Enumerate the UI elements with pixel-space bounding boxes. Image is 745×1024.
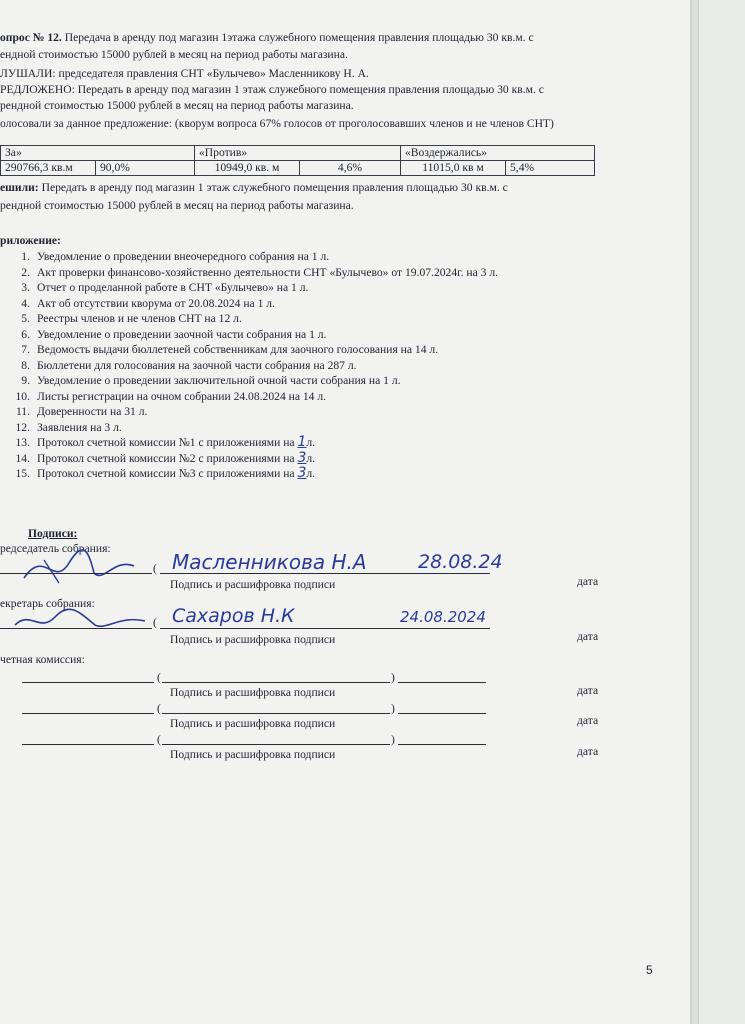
counting-3-close-paren: )	[391, 733, 395, 746]
annex-item	[0, 265, 498, 281]
annex-item-text: Доверенности на 31 л.	[37, 405, 148, 418]
annex-item-tail: л.	[306, 436, 316, 449]
chair-date-handwritten: 28.08.24	[418, 551, 503, 573]
decision-text-1: Передать в аренду под магазин 1 этаж служебного помещения правления площадью 30 кв.м. с	[41, 181, 508, 194]
counting-2-close-paren: )	[391, 702, 395, 715]
question-text-2: ендной стоимостью 15000 рублей в месяц на период работы магазина.	[0, 48, 348, 61]
annex-item-text: Протокол счетной комиссии №2 с приложениями на	[37, 451, 295, 465]
annex-item-number: 6.	[21, 327, 30, 341]
counting-2-sign-line	[22, 713, 154, 714]
header-abstain: «Воздержались»	[401, 146, 595, 161]
counting-1-date-line	[398, 682, 486, 683]
proposed-line-1: РЕДЛОЖЕНО: Передать в аренду под магазин 1 этаж служебного помещения правления площадью 30 кв.м. с	[0, 83, 544, 96]
secretary-signature-scribble	[10, 605, 150, 635]
annex-item-number: 8.	[21, 358, 30, 372]
counting-3-name-line	[162, 744, 390, 745]
annex-item-tail: л.	[306, 451, 316, 465]
vote-table-values	[1, 161, 595, 176]
annex-item-text: Бюллетени для голосования на заочной части собрания на 287 л.	[37, 358, 357, 372]
secretary-sign-line	[0, 628, 152, 629]
secretary-label: екретарь собрания:	[0, 597, 95, 610]
counting-1-sign-line	[22, 682, 154, 683]
annex-item	[0, 435, 498, 451]
vote-table	[0, 145, 595, 176]
counting-3-caption: Подпись и расшифровка подписи	[170, 748, 336, 761]
decision-text-2: рендной стоимостью 15000 рублей в месяц на период работы магазина.	[0, 199, 354, 212]
chair-open-paren: (	[153, 562, 157, 575]
annex-item	[0, 280, 498, 296]
heard-line: ЛУШАЛИ: председателя правления СНТ «Булычево» Масленникову Н. А.	[0, 67, 369, 80]
decision-line-1	[0, 180, 508, 196]
chair-sign-line	[0, 573, 152, 574]
chair-caption: Подпись и расшифровка подписи	[170, 578, 336, 591]
secretary-caption: Подпись и расшифровка подписи	[170, 633, 336, 646]
question-title: опрос № 12.	[0, 31, 62, 44]
counting-2-date-line	[398, 713, 486, 714]
counting-1-close-paren: )	[391, 671, 395, 684]
annex-item-number: 1.	[21, 250, 30, 263]
counting-1-open-paren: (	[157, 671, 161, 684]
annex-item-number: 15.	[15, 467, 30, 480]
annex-item-text: Акт об отсутствии кворума от 20.08.2024 на 1 л.	[37, 296, 275, 310]
counting-2-name-line	[162, 713, 390, 714]
annex-item-text: Уведомление о проведении заключительной очной части собрания на 1 л.	[37, 374, 401, 387]
annex-item-text: Уведомление о проведении внеочередного собрания на 1 л.	[37, 250, 330, 263]
secretary-date-handwritten: 24.08.2024	[400, 608, 486, 626]
secretary-name-line	[160, 628, 490, 629]
abstain-pct: 5,4%	[506, 161, 595, 176]
background-margin	[699, 0, 745, 1024]
decision-label: ешили:	[0, 181, 39, 194]
for-value: 290766,3 кв.м	[1, 161, 96, 176]
annex-item-text: Акт проверки финансово-хозяйственно деятельности СНТ «Булычево» от 19.07.2024г. на 3 л.	[37, 265, 499, 279]
secretary-date-label: дата	[577, 630, 599, 643]
counting-label: четная комиссия:	[0, 653, 85, 666]
annex-item-number: 7.	[21, 343, 30, 356]
annex-item-text: Ведомость выдачи бюллетеней собственникам для заочного голосования на 14 л.	[37, 343, 439, 356]
annex-item-number: 5.	[21, 312, 30, 325]
annex-item-number: 12.	[15, 420, 30, 434]
counting-2-caption: Подпись и расшифровка подписи	[170, 717, 336, 730]
annex-item	[0, 311, 498, 327]
annex-item-text: Листы регистрации на очном собрании 24.08.2024 на 14 л.	[37, 389, 327, 403]
annex-item	[0, 342, 498, 358]
annex-item-text: Протокол счетной комиссии №3 с приложениями на	[37, 467, 295, 480]
annex-item	[0, 373, 498, 389]
counting-3-date-line	[398, 744, 486, 745]
against-value: 10949,0 кв. м	[195, 161, 300, 176]
annex-item-number: 10.	[15, 389, 30, 403]
chair-label: редседатель собрания:	[0, 542, 111, 555]
annex-item-number: 4.	[21, 296, 30, 310]
question-text-1: Передача в аренду под магазин 1этажа служебного помещения правления площадью 30 кв.м. с	[64, 31, 534, 44]
abstain-value: 11015,0 кв м	[401, 161, 506, 176]
annex-title-text: риложение:	[0, 234, 61, 247]
annex-item-text: Протокол счетной комиссии №1 с приложениями на	[37, 436, 295, 449]
voted-line: олосовали за данное предложение: (кворум вопроса 67% голосов от проголосовавших членов и не членов СНТ)	[0, 117, 554, 130]
annex-item-number: 3.	[21, 281, 30, 294]
annex-item	[0, 404, 498, 420]
annex-item	[0, 389, 498, 405]
chair-date-label: дата	[577, 575, 599, 588]
annex-item-number: 2.	[21, 265, 30, 279]
header-against: «Против»	[195, 146, 401, 161]
question-line-1	[0, 30, 534, 46]
counting-2-date-label: дата	[577, 714, 599, 727]
annex-title	[0, 233, 61, 249]
counting-1-date-label: дата	[577, 684, 599, 697]
annex-item	[0, 466, 498, 482]
vote-table-header	[1, 146, 595, 161]
annex-item	[0, 249, 498, 265]
annex-list	[0, 249, 498, 482]
annex-item-handwritten-count: 3	[297, 465, 307, 481]
annex-item-text: Заявления на 3 л.	[37, 420, 122, 434]
proposed-line-2: рендной стоимостью 15000 рублей в месяц на период работы магазина.	[0, 99, 354, 112]
page-number: 5	[646, 963, 653, 977]
annex-item	[0, 451, 498, 467]
annex-item-text: Уведомление о проведении заочной части собрания на 1 л.	[37, 327, 327, 341]
annex-item	[0, 420, 498, 436]
annex-item-number: 9.	[21, 374, 30, 387]
annex-item-number: 14.	[15, 451, 30, 465]
annex-item-number: 13.	[15, 436, 30, 449]
counting-3-date-label: дата	[577, 745, 599, 758]
counting-3-open-paren: (	[157, 733, 161, 746]
chair-name-line	[160, 573, 490, 574]
chair-signature-scribble	[14, 548, 144, 588]
annex-item-handwritten-count: 1	[297, 434, 307, 450]
annex-item-handwritten-count: 3	[297, 449, 307, 466]
annex-item	[0, 358, 498, 374]
counting-2-open-paren: (	[157, 702, 161, 715]
against-pct: 4,6%	[300, 161, 401, 176]
annex-item	[0, 296, 498, 312]
annex-item-number: 11.	[15, 405, 30, 418]
for-pct: 90,0%	[96, 161, 195, 176]
stacked-page-edge	[692, 0, 699, 1024]
header-for: За»	[1, 146, 195, 161]
secretary-open-paren: (	[153, 616, 157, 629]
chair-name-handwritten: Масленникова Н.А	[172, 550, 367, 574]
secretary-name-handwritten: Сахаров Н.К	[172, 605, 295, 627]
counting-1-caption: Подпись и расшифровка подписи	[170, 686, 336, 699]
counting-3-sign-line	[22, 744, 154, 745]
annex-item	[0, 327, 498, 343]
counting-1-name-line	[162, 682, 390, 683]
annex-item-text: Отчет о проделанной работе в СНТ «Булычево» на 1 л.	[37, 281, 309, 294]
annex-item-text: Реестры членов и не членов СНТ на 12 л.	[37, 312, 242, 325]
annex-item-tail: л.	[306, 467, 316, 480]
signatures-heading: Подписи:	[28, 527, 78, 540]
